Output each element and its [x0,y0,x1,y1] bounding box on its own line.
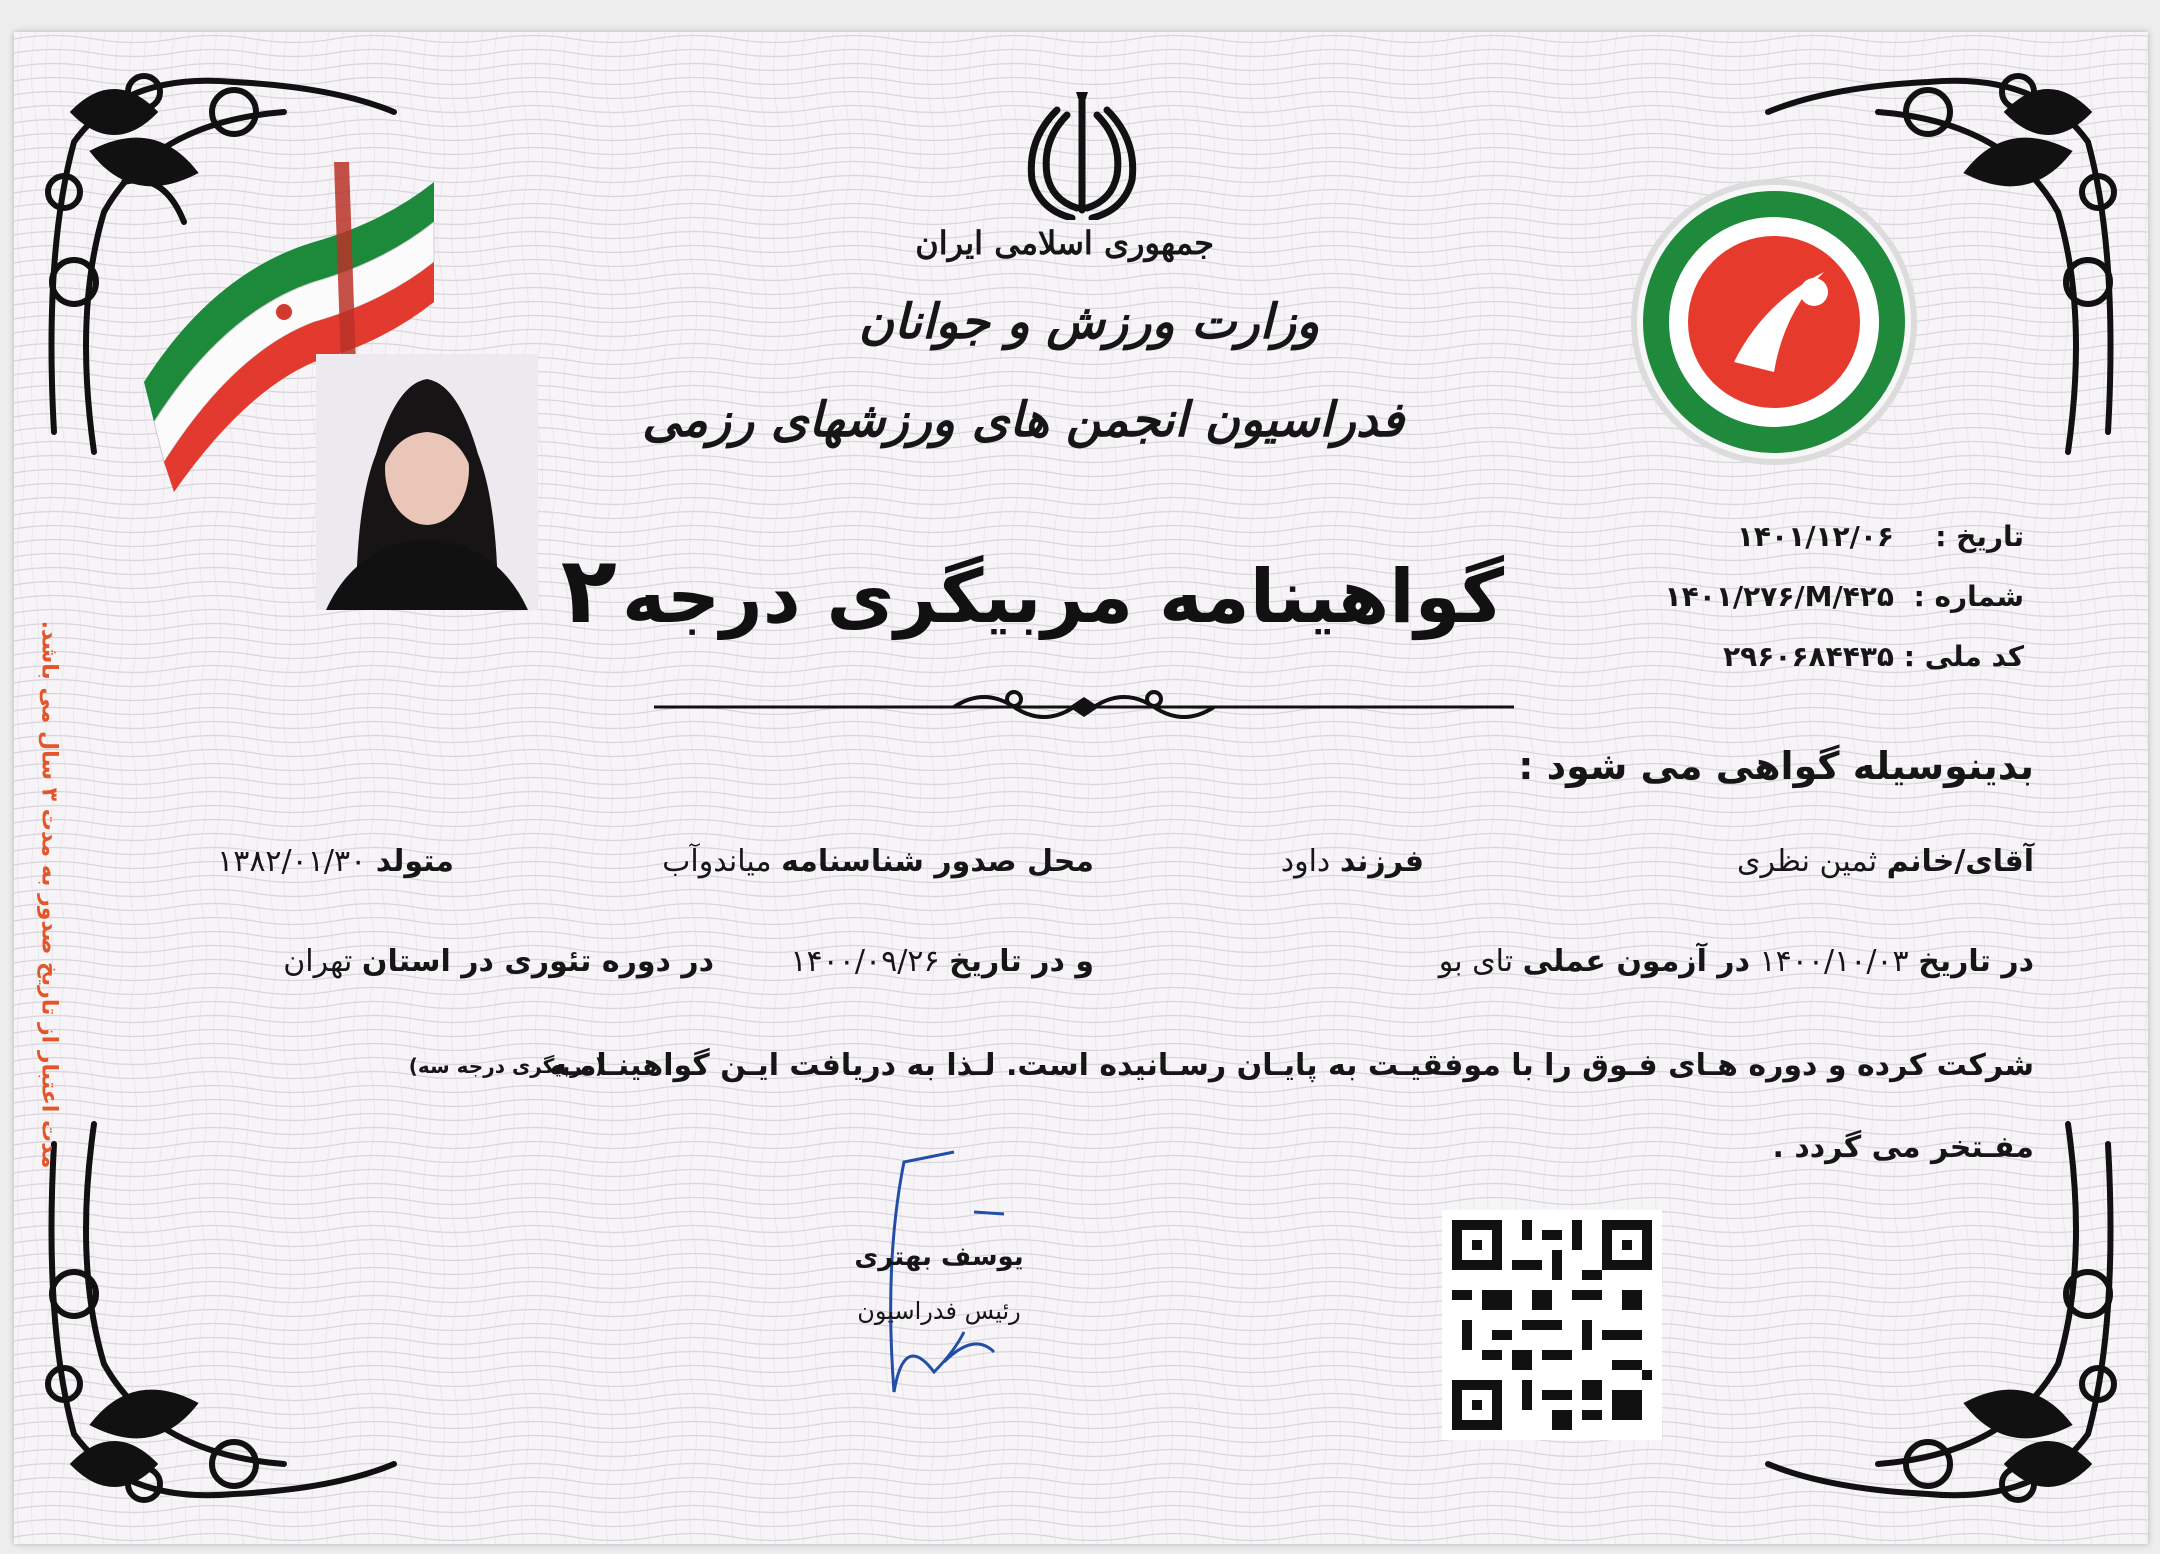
signature-scribble [864,1132,1044,1432]
honored-text: مفـتخر می گردد . [1772,1130,2034,1165]
issue-place-field [614,844,1094,879]
discipline-name: تای بو [1438,944,1514,979]
corner-ornament-bottom-left [34,1104,424,1524]
father-field [1164,844,1424,879]
national-id-value: ۲۹۶۰۶۸۴۴۳۵ [1723,640,1894,673]
national-id-label: کد ملی : [1903,640,2024,673]
validity-note: مدت اعتبار از تاریخ صدور به مدت ۳ سال می باشد. [36,620,62,1169]
intro-text: بدینوسیله گواهی می شود : [1518,744,2034,788]
father-label: فرزند [1339,844,1424,879]
practical-date: ۱۴۰۰/۱۰/۰۳ [1759,944,1909,979]
born-label: متولد [375,844,454,879]
federation-title: فدراسیون انجمن های ورزشهای رزمی [642,392,1404,448]
certificate-title-text: گواهینامه مربیگری درجه [621,554,1504,640]
theory-date: ۱۴۰۰/۰۹/۲۶ [790,944,940,979]
federation-seal-icon [1624,172,1924,472]
practical-exam-field [1394,944,2034,979]
title-divider-ornament [654,677,1514,737]
certificate-degree-note: (مربیگری درجه سه) [408,1054,604,1078]
theory-date-field [754,944,1094,979]
date-value: ۱۴۰۱/۱۲/۰۶ [1736,520,1894,553]
date-label: تاریخ : [1935,520,2024,553]
certificate-degree: ۲ [560,537,617,644]
qr-code-icon [1442,1210,1662,1440]
republic-title: جمهوری اسلامی ایران [915,224,1214,262]
province-name: تهران [283,944,353,979]
father-name: داود [1280,844,1331,879]
certificate-page [14,32,2148,1544]
issue-place-label: محل صدور شناسنامه [781,844,1094,879]
born-date: ۱۳۸۲/۰۱/۳۰ [217,844,367,879]
mr-ms-label: آقای/خانم [1886,844,2034,879]
iran-emblem-icon [1022,90,1142,220]
corner-ornament-bottom-right [1738,1104,2128,1524]
number-label: شماره : [1913,580,2024,613]
name-field [1654,844,2034,879]
person-portrait-icon [316,354,538,610]
birth-field [164,844,454,879]
signatory-role: رئیس فدراسیون [857,1297,1021,1325]
issue-place-value: میاندوآب [662,844,772,879]
and-on-date-label: و در تاریخ [949,944,1094,979]
number-value: ۱۴۰۱/۲۷۶/M/۴۲۵ [1664,580,1894,613]
signatory-name: یوسف بهتری [854,1242,1024,1272]
theory-course-field [264,944,714,979]
on-date-label: در تاریخ [1918,944,2034,979]
applicant-name: ثمین نظری [1737,844,1878,879]
ministry-title: وزارت ورزش و جوانان [858,294,1320,350]
certificate-title [560,537,1504,644]
completion-text: شرکت کرده و دوره هـای فـوق را با موفقیـت به پایـان رسـانیده است. لـذا به دریافت ایـن گواهینـامـه [549,1048,2034,1083]
theory-label: در دوره تئوری در استان [361,944,714,979]
applicant-photo [316,354,538,610]
practical-label: در آزمون عملی [1522,944,1750,979]
